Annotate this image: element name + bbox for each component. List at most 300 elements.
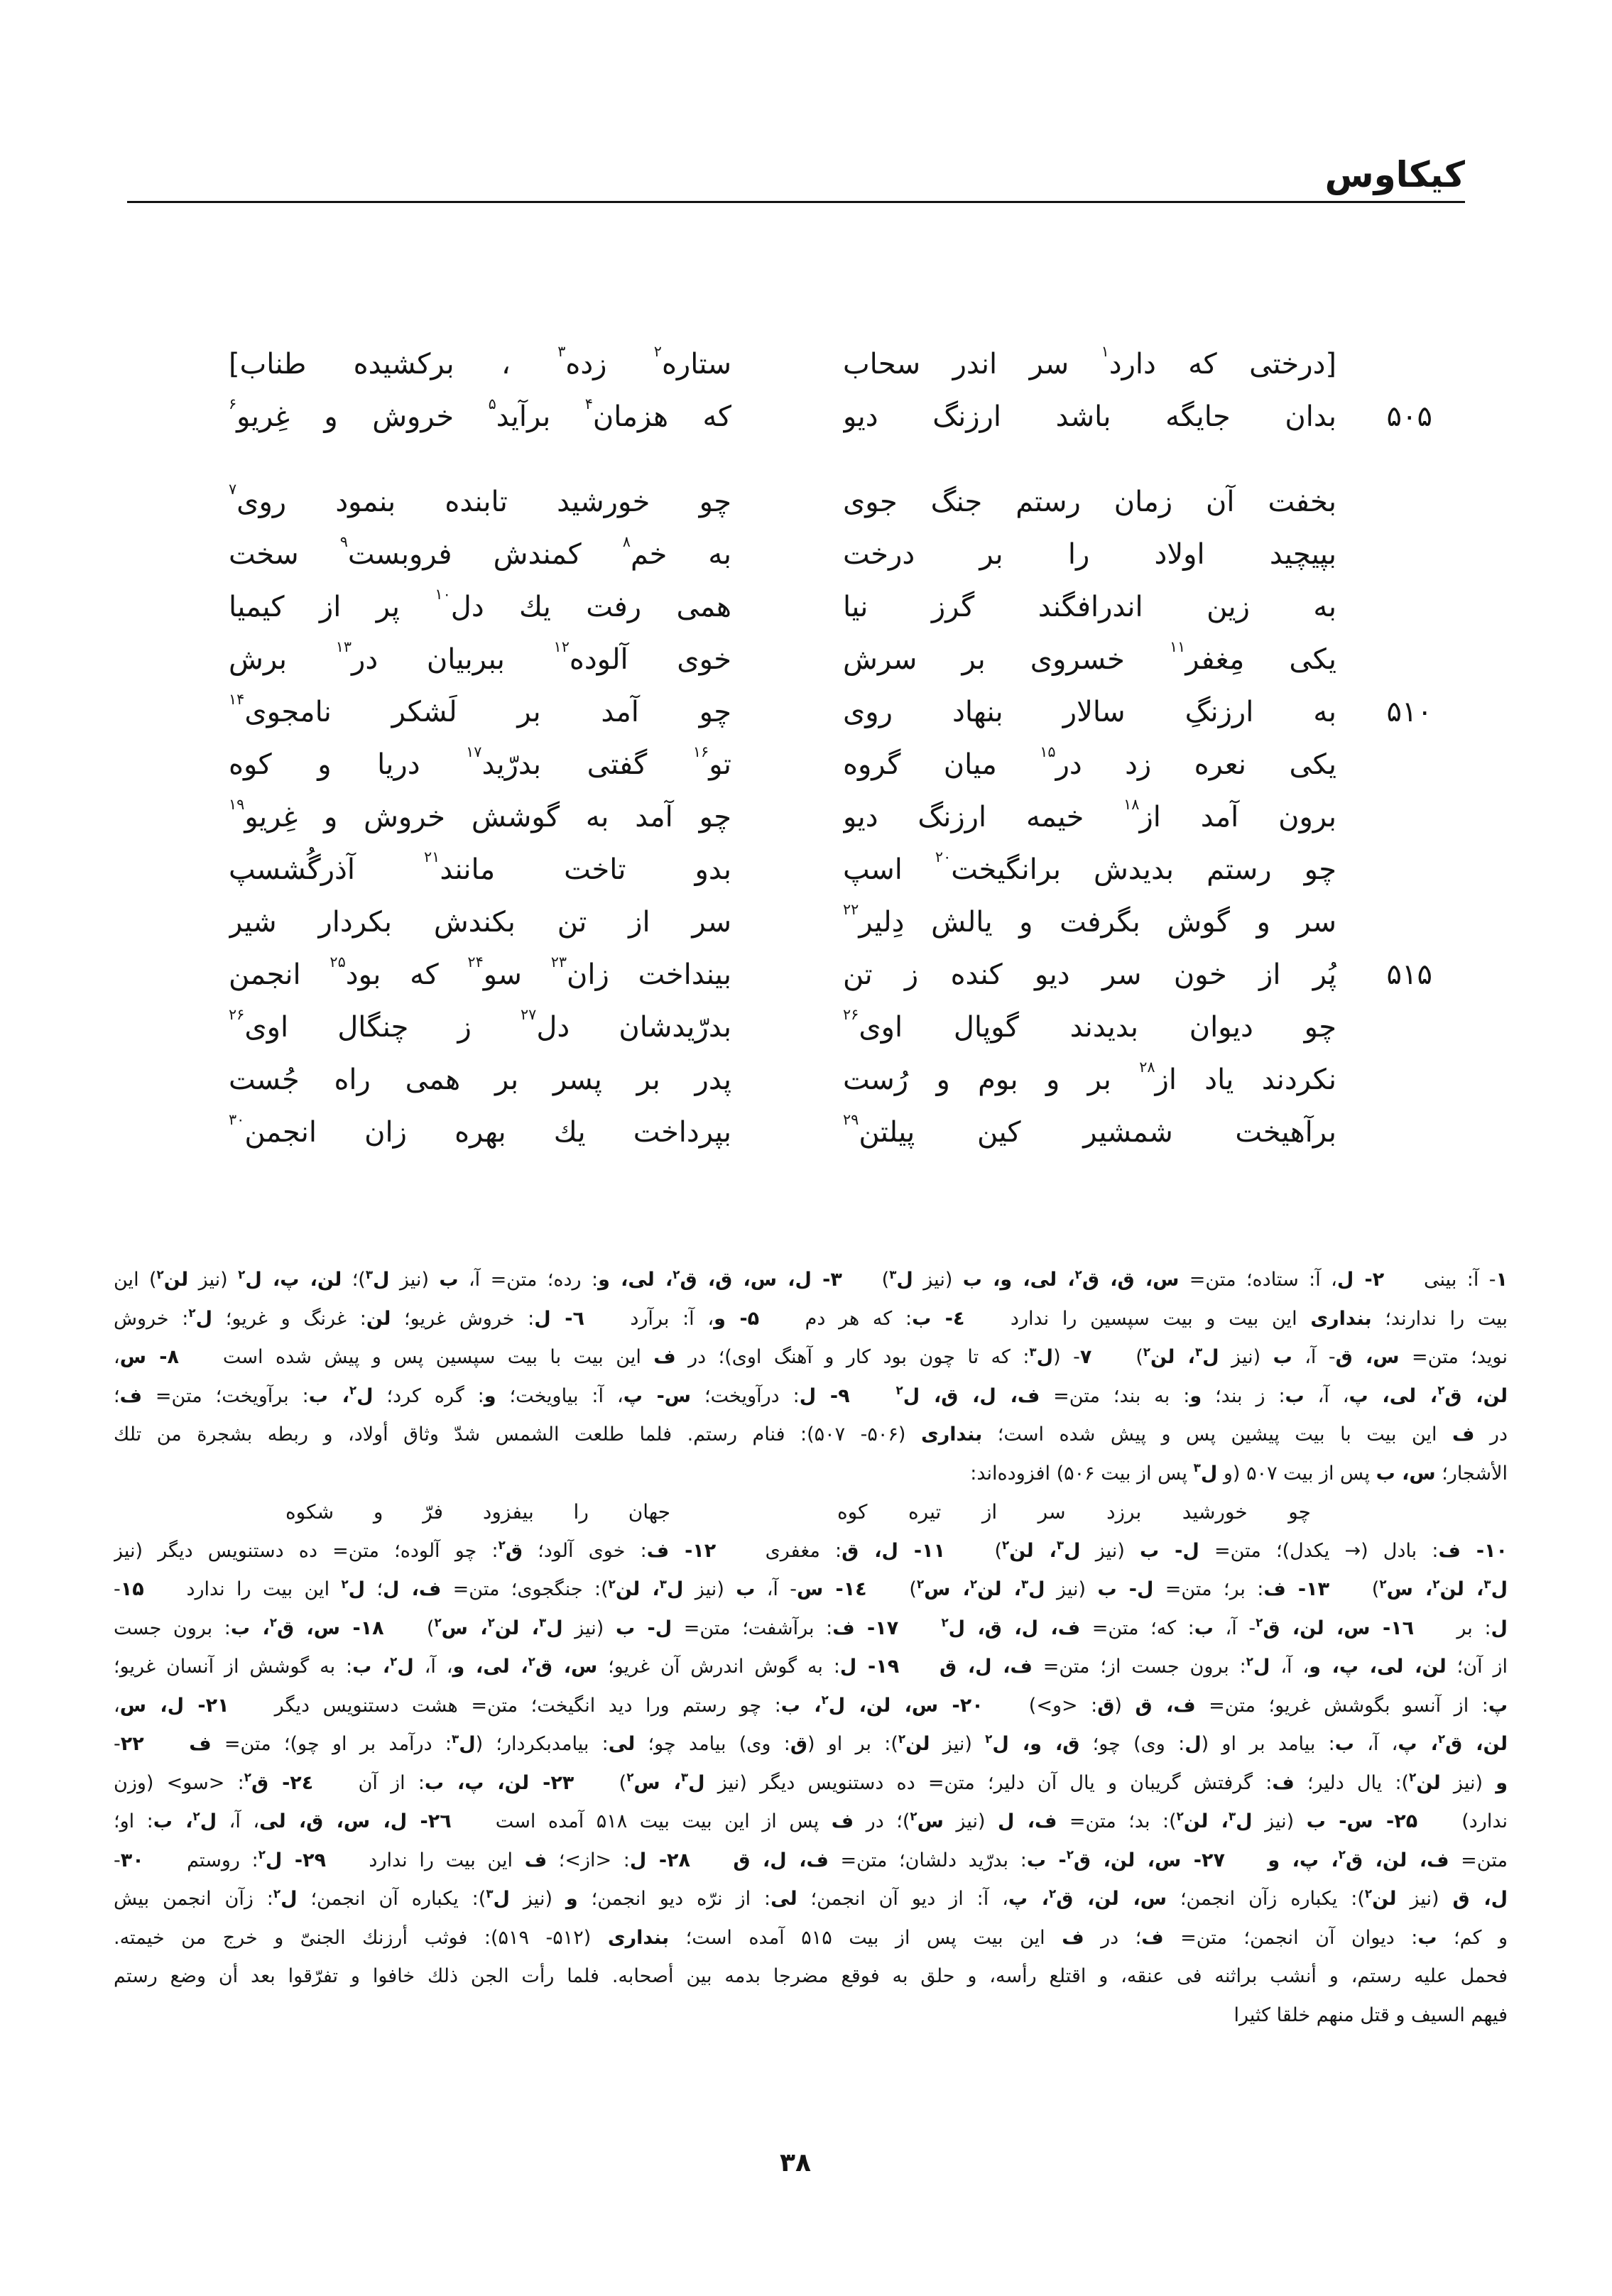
text-run: برآید (496, 400, 585, 433)
footnote-marker: ۳۰ (229, 1111, 245, 1129)
siglum-text: ۲٤- ق (251, 1771, 314, 1794)
footnote-marker: ۳ (486, 1886, 494, 1901)
text-run: ، آ، (217, 1810, 260, 1832)
siglum-text: ب (736, 1578, 756, 1600)
text-run: : بیامدبکردار؛ ( (475, 1733, 609, 1755)
hemistich-left (229, 686, 731, 738)
text-run: ببربیان در (352, 643, 554, 676)
footnote-marker: ۲ (1074, 1267, 1082, 1281)
footnote-marker: ۲ (1002, 1538, 1010, 1553)
text-run: : دیوان آن انجمن؛ متن= (1163, 1926, 1418, 1949)
text-run: (نیز (1252, 1810, 1307, 1832)
text-run: که بود (345, 958, 468, 991)
text-run: : که هر دم (759, 1307, 913, 1330)
siglum-text: ب (1194, 1617, 1214, 1639)
siglum-text: ۲۹- ل (265, 1849, 327, 1871)
text-run: ): یال دلیر؛ (1294, 1771, 1410, 1794)
text-run: بدان جایگه باشد ارزنگ دیو (843, 400, 1336, 433)
text-run: ، آ: برآرد (584, 1307, 714, 1330)
siglum-text: ۱۲- ف (646, 1539, 717, 1562)
text-run: (نیز (1080, 1539, 1140, 1562)
text-run: ؛ در (1084, 1926, 1142, 1949)
hemistich-left (229, 896, 731, 949)
siglum-text: ۱٦- س، لن، ق (1263, 1617, 1415, 1639)
text-run: (نیز (509, 1888, 566, 1910)
siglum-text: ۱۰- ف (1438, 1539, 1508, 1562)
text-run: خسروی بر سرش (843, 643, 1170, 676)
text-run: : درآویخت؛ (691, 1384, 800, 1407)
footnote-marker: ۳ (1228, 1808, 1236, 1823)
footnote-marker: ۳ (1020, 1576, 1029, 1591)
siglum-text: ل (1236, 1810, 1253, 1832)
footnote-marker: ۳ (1193, 1460, 1201, 1475)
text-run: فیهم السیف و قتل منهم خلقا کثیرا (1233, 2003, 1508, 2026)
siglum-text: ، لی، پ (1349, 1384, 1438, 1407)
footnote-marker: ۳ (538, 1615, 547, 1630)
text-run: : چو آلوده؛ متن= ده دستنویس دیگر (نیز (114, 1539, 499, 1562)
text-run: (نیز (1219, 1346, 1273, 1368)
siglum-text: - ب (1026, 1849, 1067, 1871)
footnote-marker: ۲ (1049, 1886, 1057, 1901)
footnote-marker: ۵ (488, 395, 496, 413)
text-run: )؛ در (854, 1810, 910, 1832)
text-run: گفتی بدرّید (481, 748, 693, 781)
text-run: ستاره (661, 348, 731, 381)
siglum-text: ل (373, 1269, 390, 1291)
hemistich-right (843, 791, 1336, 843)
siglum-text: بنداری (920, 1423, 983, 1445)
footnote-marker: ۲ (985, 1731, 993, 1746)
siglum-text: لن (1416, 1771, 1441, 1794)
siglum-text: ل (1253, 1656, 1270, 1678)
footnote-marker: ۲۰ (935, 848, 952, 866)
siglum-text: س، ق (535, 1656, 598, 1678)
footnote-marker: ۲۴ (467, 953, 484, 971)
poem-stanza (0, 476, 1612, 1159)
footnote-marker: ۲ (1176, 1808, 1184, 1823)
text-run: اسپ (843, 853, 935, 886)
siglum-text: ف (119, 1384, 142, 1407)
verse-row (0, 338, 1612, 390)
text-run: : او؛ (114, 1810, 153, 1832)
siglum-text: ، س (924, 1578, 970, 1600)
hemistich-right (843, 896, 1336, 949)
text-run: ) (866, 1578, 917, 1600)
hemistich-right (843, 528, 1336, 581)
verse-row (0, 1054, 1612, 1106)
footnote-line (114, 1377, 1508, 1416)
text-run: : بر (1414, 1617, 1491, 1639)
text-run (690, 1849, 733, 1871)
text-run: : گرفتش گریبان و یال آن دلیر؛ متن= ده دستنویس دیگر (نیز (704, 1771, 1273, 1794)
footnote-line (114, 1996, 1508, 2035)
verse-number (1349, 896, 1432, 949)
text-run: ) (842, 1269, 890, 1291)
siglum-text: لی (770, 1888, 797, 1910)
siglum-text: ل (1200, 1462, 1218, 1485)
text-run: (نیز (943, 1810, 998, 1832)
verse-number (1349, 843, 1432, 896)
siglum-text: ۱۹- ل (839, 1656, 900, 1678)
siglum-text: ل (397, 1656, 414, 1678)
text-run: [درختی که دارد (1109, 348, 1336, 381)
footnote-marker: ۳ (1029, 1344, 1037, 1359)
text-run: الأشجار؛ (1435, 1462, 1508, 1485)
siglum-text: ۷ (1079, 1346, 1092, 1368)
siglum-text: س- پ (623, 1384, 692, 1407)
text-run: به ارزنگِ سالار بنهاد روی (843, 696, 1336, 728)
footnote-marker: ۲ (487, 1615, 495, 1630)
text-run: ، آ، (413, 1656, 453, 1678)
verse-number (1349, 338, 1432, 390)
verse-row (0, 896, 1612, 949)
text-run: (۵۱۲- ۵۱۹): فوثب أرزنك الجنیّ و خرج من خیمته. (114, 1926, 608, 1949)
footnote-marker: ۲ (910, 1808, 917, 1823)
footnote-marker: ۲ (349, 1383, 357, 1398)
siglum-text: ، پ، و (1268, 1849, 1339, 1871)
verse-number (1349, 476, 1432, 528)
siglum-text: ف (1452, 1423, 1475, 1445)
text-run: خیمه ارزنگ دیو (843, 801, 1124, 833)
text-run: ، (114, 1694, 120, 1717)
text-run: پُر از خون سر دیو کنده ز تن (843, 958, 1336, 991)
siglum-text: ، لن (1009, 1539, 1057, 1562)
text-run: (نیز (1440, 1771, 1496, 1794)
siglum-text: لن، ق (1444, 1384, 1508, 1407)
text-run (899, 1656, 940, 1678)
text-run: یکی نعره زد در (1055, 748, 1336, 781)
hemistich-right (843, 686, 1336, 738)
text-run: تو (709, 748, 731, 781)
text-run: به زین اندرافگند گرز نیا (843, 591, 1336, 623)
siglum-text: ل، ق (1452, 1888, 1508, 1910)
text-run (1225, 1849, 1268, 1871)
footnote-line (114, 1919, 1508, 1958)
verse-number: ۵۰۵ (1386, 400, 1432, 433)
text-run: - (114, 1849, 121, 1871)
footnote-line (114, 1803, 1508, 1842)
footnote-marker: ۱۴ (229, 691, 245, 709)
siglum-text: ، پ (1398, 1733, 1438, 1755)
siglum-text: ل (493, 1888, 510, 1910)
text-run: پدر بر پسر بر همی راه جُست (229, 1064, 731, 1096)
siglum-text: ل (356, 1384, 374, 1407)
verse-number (1349, 791, 1432, 843)
footnote-marker: ۱ (1101, 343, 1109, 361)
footnote-line (114, 1532, 1508, 1571)
siglum-text: ۲٦- ل، س، ق، لی (259, 1810, 452, 1832)
siglum-text: ، لی، و، ب (962, 1269, 1075, 1291)
text-run (850, 1385, 896, 1407)
text-run: (نیز (913, 1269, 963, 1291)
verse-number: ۵۱۵ (1386, 958, 1432, 991)
siglum-text: ل (1202, 1346, 1219, 1368)
siglum-text: ۲۸- ل (629, 1849, 691, 1871)
siglum-text: ب (1273, 1346, 1292, 1368)
siglum-text: ۲۲ (120, 1733, 144, 1755)
running-head: کیکاوس (1324, 154, 1465, 195)
siglum-text: لی (608, 1733, 636, 1755)
footnote-marker: ۳ (680, 1770, 689, 1785)
text-run: (۵۰۶- ۵۰۷): فنام رستم. فلما طلعت الشمس شدّ وثاق أولاد، و ربطه بشجرة من تلك (114, 1423, 921, 1445)
siglum-text: ف، ل (383, 1578, 442, 1600)
text-run: ): بر او ( (807, 1733, 898, 1755)
text-run: )؛ (342, 1269, 366, 1291)
footnote-marker: ۲۳ (550, 953, 567, 971)
text-run: - (114, 1733, 121, 1755)
siglum-text: ف، لن، ق (1345, 1849, 1449, 1871)
text-run: ز چنگال اوی (244, 1011, 521, 1044)
text-run: سر از تن بکندش بکردار شیر (229, 906, 731, 939)
footnote-marker: ۲ (1143, 1344, 1150, 1359)
text-run: زده (565, 348, 654, 381)
siglum-text: و (1189, 1384, 1202, 1407)
siglum-text: ۱۱- ل، ق (842, 1539, 946, 1562)
hemistich-left (229, 738, 731, 791)
hemistich-right (843, 1001, 1336, 1054)
siglum-text: ف (1062, 1926, 1084, 1949)
verse-row (0, 1106, 1612, 1159)
text-run: برش (229, 643, 336, 676)
siglum-text: ل (200, 1810, 217, 1832)
footnotes-block (114, 1261, 1508, 2035)
siglum-text: لن، پ، ل (245, 1269, 342, 1291)
text-run: یکی مِغفر (1185, 643, 1336, 676)
text-run: و کم؛ (1437, 1926, 1508, 1949)
text-run: که هزمان (592, 400, 731, 433)
hemistich-right (843, 949, 1336, 1001)
footnote-marker: ۲ (1364, 1886, 1373, 1901)
siglum-text: ، لن (977, 1578, 1021, 1600)
siglum-text: ۱٤- س (797, 1578, 867, 1600)
siglum-text: ل (459, 1733, 476, 1755)
footnote-marker: ۱۳ (335, 638, 352, 656)
footnote-line (114, 1338, 1508, 1377)
text-run: : برآویخت؛ متن= (141, 1384, 309, 1407)
footnote-marker: ۴ (584, 395, 593, 413)
text-run: ، آ: ستاده؛ متن= (1179, 1269, 1337, 1291)
verse-number (1349, 738, 1432, 791)
siglum-text: ۱۸- س، ق (276, 1617, 384, 1639)
siglum-text: ل (281, 1888, 298, 1910)
siglum-text: ف، ل، ق (939, 1656, 1033, 1678)
footnote-line (114, 1764, 1508, 1803)
text-run: این بیت با بیت پیشین پس و پیش شده است؛ (982, 1423, 1453, 1445)
siglum-text: ل (896, 1269, 913, 1291)
text-run: پر از کیمیا (229, 591, 435, 623)
text-run: ، آ: از دیو آن انجمن؛ (797, 1888, 1008, 1910)
siglum-text: ، س (633, 1771, 681, 1794)
footnote-line (114, 1300, 1508, 1339)
text-run: ): بد؛ متن= (1057, 1810, 1177, 1832)
siglum-text: س، لن، ق (1056, 1888, 1167, 1910)
siglum-text: و (565, 1888, 578, 1910)
text-run: ) (383, 1617, 435, 1639)
hemistich-right (843, 1054, 1336, 1106)
siglum-text: ۹- ل (799, 1384, 850, 1407)
verse-row (0, 1001, 1612, 1054)
verse-number: ۵۱۰ (1386, 696, 1432, 728)
siglum-text: ف (653, 1346, 676, 1368)
footnote-line (114, 1957, 1508, 1996)
text-run: بپرداخت یك بهره زان انجمن (244, 1116, 731, 1149)
text-run: ، برکشیده طناب] (229, 348, 558, 381)
text-run: : رده؛ متن= آ، (458, 1269, 599, 1291)
footnote-marker: ۳ (1194, 1344, 1203, 1359)
hemistich-left (229, 633, 731, 686)
text-run: : به گوشش از آنسان غریو؛ (114, 1656, 353, 1678)
footnote-marker: ۲۹ (843, 1111, 859, 1129)
siglum-text: ل (546, 1617, 563, 1639)
verse-row (0, 686, 1612, 738)
footnote-marker: ۲ (498, 1538, 506, 1553)
text-run: پس از بیت ۵۰۷ (و (1217, 1462, 1376, 1485)
text-run: : درآمد بر او چو)؛ متن= (211, 1733, 452, 1755)
siglum-text: ، لن (1150, 1346, 1195, 1368)
footnote-marker: ۳ (451, 1731, 459, 1746)
text-run: ، (114, 1346, 120, 1368)
siglum-text: ۱۵ (120, 1578, 144, 1600)
text-run: (نیز (188, 1269, 239, 1291)
siglum-text: ل (1185, 1733, 1202, 1755)
siglum-text: ۵- و (714, 1307, 760, 1330)
text-run: : <و>) (983, 1694, 1098, 1717)
siglum-text: ف (189, 1733, 212, 1755)
text-run: : از آنسو بگوشش غریو؛ متن= (1195, 1694, 1488, 1717)
footnote-marker: ۲۷ (520, 1006, 537, 1024)
footnote-line (114, 1609, 1508, 1649)
text-run: بپیچید اولاد را بر درخت (843, 538, 1336, 571)
text-run: ، آ، (1354, 1733, 1398, 1755)
siglum-text: پ (1488, 1694, 1508, 1717)
siglum-text: ، لی، و (452, 1656, 528, 1678)
hemistich-left (229, 843, 731, 896)
text-run: میان گروه (843, 748, 1040, 781)
text-run: : بادل (→ یکدل)؛ متن= (1199, 1539, 1439, 1562)
hemistich-left (229, 1001, 731, 1054)
footnote-marker: ۲ (244, 1770, 251, 1785)
siglum-text: ف (524, 1849, 548, 1871)
verse-row (0, 528, 1612, 581)
text-run: آذرگُشسپ (229, 853, 424, 886)
text-run: خروش و غِریو (236, 400, 489, 433)
verse-row (0, 633, 1612, 686)
footnote-line (114, 1842, 1508, 1881)
verse-row (0, 738, 1612, 791)
hemistich-left (229, 528, 731, 581)
text-run: : روستم (143, 1849, 258, 1871)
footnote-marker: ۲ (1066, 1847, 1074, 1862)
siglum-text: ۳- ل، س، ق، ق (680, 1269, 842, 1291)
siglum-text: ، س (1386, 1578, 1433, 1600)
verse-row (0, 476, 1612, 528)
text-run: بیت را ندارند؛ (1371, 1307, 1508, 1330)
text-run: : برون جست از؛ متن= (1032, 1656, 1246, 1678)
text-run: (نیز (1396, 1888, 1453, 1910)
text-run: چو خورشید تابنده بنمود روی (236, 486, 731, 518)
siglum-text: و (1496, 1771, 1508, 1794)
siglum-text: بنداری (1310, 1307, 1372, 1330)
text-run: : <از>؛ (547, 1849, 630, 1871)
footnote-marker: ۲ (341, 1576, 349, 1591)
verse-number (1349, 1106, 1432, 1159)
text-run: این بیت را ندارد (326, 1849, 525, 1871)
footnote-marker: ۲ (626, 1770, 634, 1785)
siglum-text: ل- ب (1140, 1539, 1199, 1562)
siglum-text: ۲۰- س، لن، ل (828, 1694, 984, 1717)
hemistich-left (229, 1106, 731, 1159)
text-run: این بیت پس از بیت ۵۱۵ آمده است؛ (669, 1926, 1062, 1949)
footnote-marker: ۲ (1338, 1847, 1346, 1862)
text-run: بدو تاخت مانند (440, 853, 731, 886)
footnote-line (114, 1880, 1508, 1919)
text-run: نوید؛ متن= (1399, 1346, 1508, 1368)
footnote-marker: ۲ (1437, 1731, 1446, 1746)
siglum-text: س، ب (1376, 1462, 1436, 1485)
hemistich-right (843, 476, 1336, 528)
text-run: (نیز (930, 1733, 986, 1755)
siglum-text: ب (1334, 1733, 1354, 1755)
footnote-marker: ۱۰ (435, 586, 451, 603)
siglum-text: ق (790, 1733, 807, 1755)
text-run: : از نرّه دیو انجمن؛ (577, 1888, 771, 1910)
hemistich-left (229, 476, 731, 528)
text-run: چو آمد به گوشش خروش و غِریو (244, 801, 731, 833)
text-run: در (1474, 1423, 1508, 1445)
text-run: ؛ (114, 1384, 120, 1407)
verse-number (1349, 581, 1432, 633)
siglum-text: ۲۳- لن، پ، ب (424, 1771, 574, 1794)
siglum-text: ، لی، و (598, 1269, 673, 1291)
footnote-line (114, 1570, 1508, 1609)
siglum-text: لن، لی، پ، و (1309, 1656, 1447, 1678)
footnote-marker: ۲ (969, 1576, 978, 1591)
text-run: سخت (229, 538, 340, 571)
footnote-marker: ۲ (192, 1808, 200, 1823)
footnote-marker: ۲ (269, 1615, 277, 1630)
footnote-marker: ۲ (273, 1886, 281, 1901)
footnote-marker: ۲ (238, 1267, 246, 1281)
footnote-marker: ۲ (898, 1731, 906, 1746)
siglum-text: ، لن (615, 1578, 660, 1600)
siglum-text: ل (1491, 1578, 1508, 1600)
text-run: : غرنگ و غریو؛ (212, 1307, 366, 1330)
siglum-text: ، س (441, 1617, 488, 1639)
siglum-text: و (484, 1384, 496, 1407)
footnote-marker: ۳ (365, 1267, 374, 1281)
text-run: - آ: بینی (1384, 1269, 1496, 1291)
text-run: برون آمد از (1139, 801, 1336, 833)
text-run: (نیز (389, 1269, 440, 1291)
siglum-text: ل (1028, 1578, 1045, 1600)
footnote-marker: ۱۷ (466, 743, 482, 761)
footnote-marker: ۱۹ (229, 796, 245, 814)
quoted-hemistich-right (837, 1493, 1311, 1532)
poem-stanza (0, 338, 1612, 443)
footnote-marker: ۲ (608, 1576, 616, 1591)
footnote-line (114, 1455, 1508, 1494)
text-run: سر و گوش بگرفت و یالش دِلیر (859, 906, 1336, 939)
text-run (898, 1617, 941, 1639)
footnote-marker: ۲۲ (843, 901, 859, 919)
footnote-line (114, 1687, 1508, 1726)
text-run: : خروش غریو؛ (391, 1307, 535, 1330)
text-run: ندارد) (1417, 1810, 1508, 1832)
footnote-marker: ۲ (1256, 1615, 1263, 1630)
siglum-text: ف، ل، ق، ل (903, 1384, 1040, 1407)
verse-row (0, 843, 1612, 896)
siglum-text: س (917, 1810, 944, 1832)
